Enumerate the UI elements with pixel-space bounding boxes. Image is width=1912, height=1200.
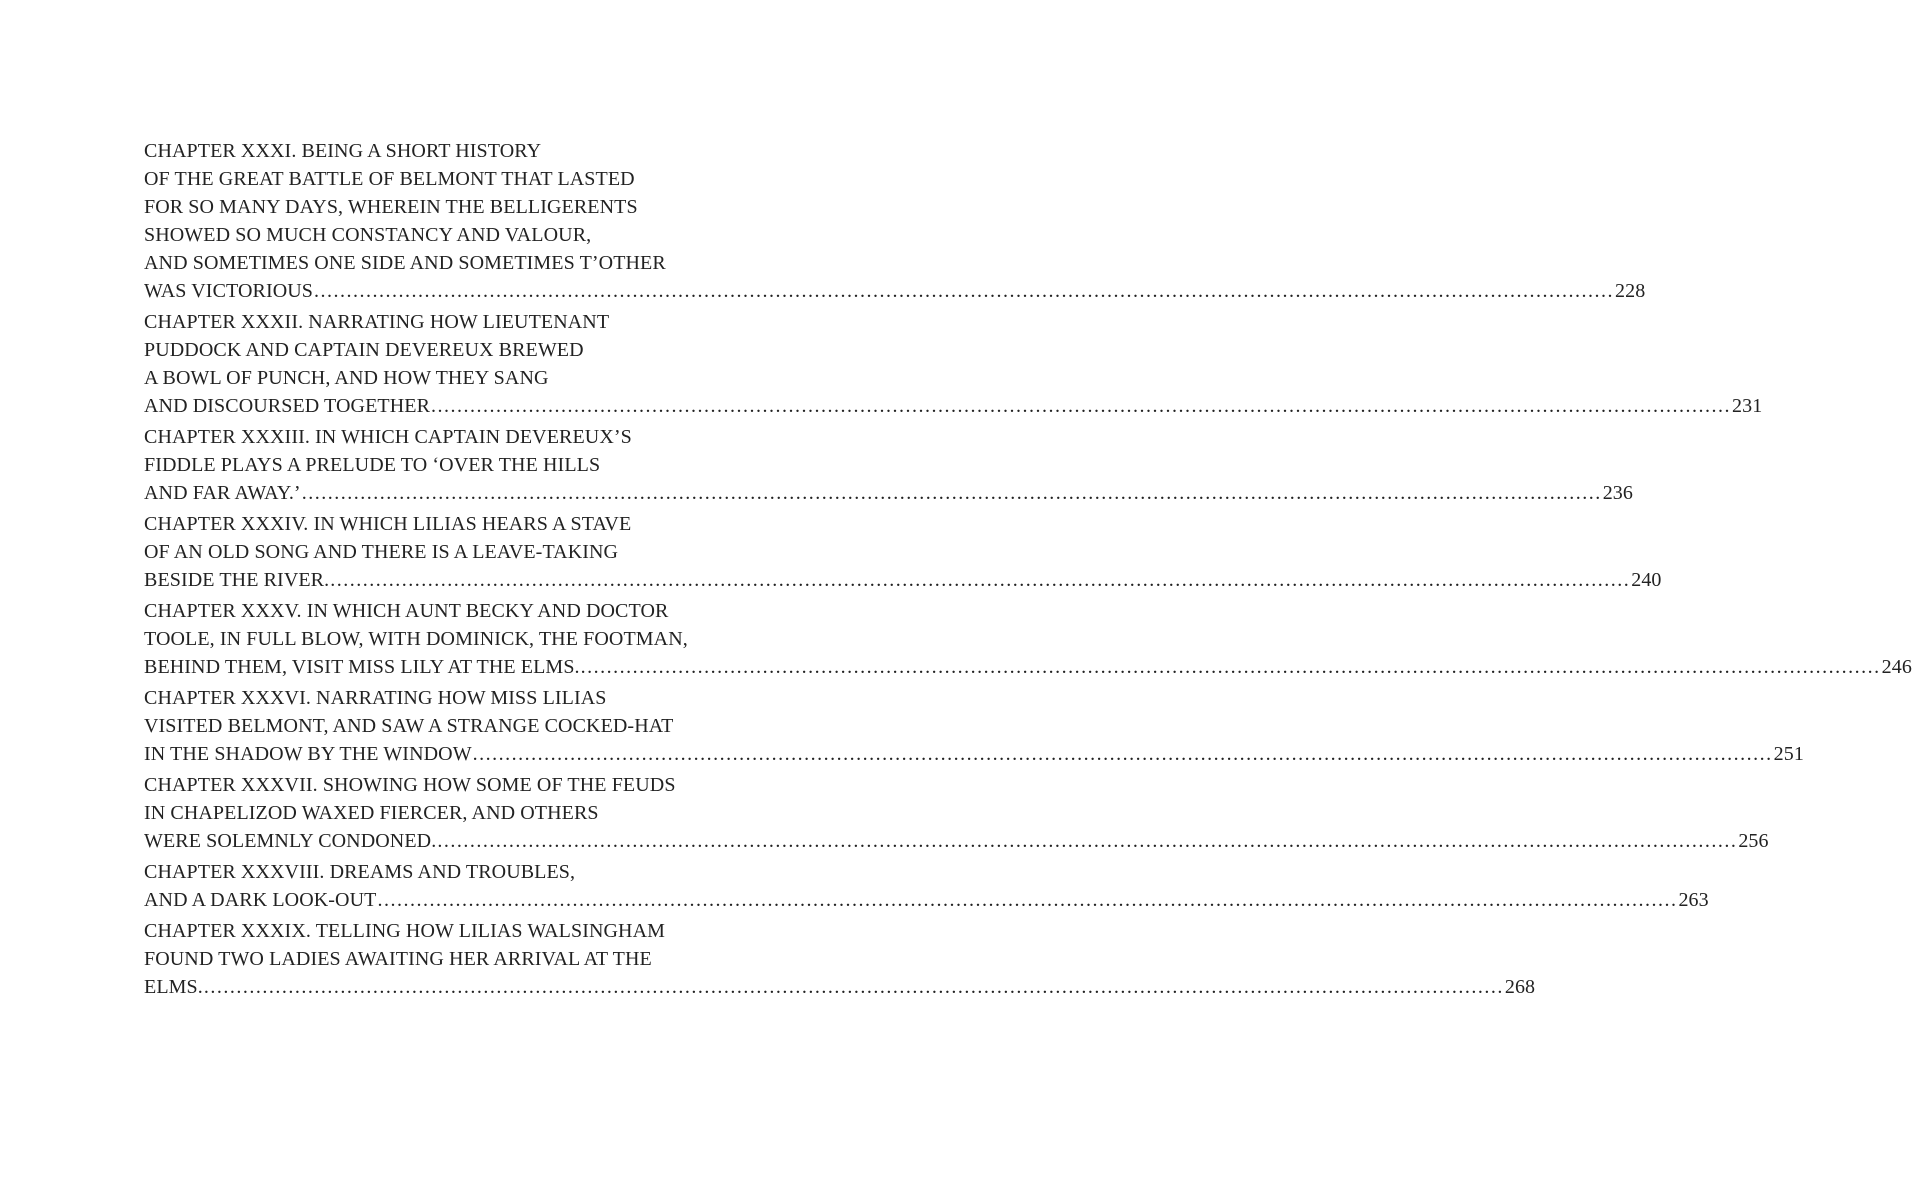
toc-entry-title-line: CHAPTER XXXIX. TELLING HOW LILIAS WALSINGHAM: [144, 920, 666, 942]
toc-entry-title-line: ELMS.: [144, 976, 203, 998]
toc-entry-title-line: FOUND TWO LADIES AWAITING HER ARRIVAL AT THE: [144, 948, 652, 970]
toc-entry-title-line: WAS VICTORIOUS: [144, 280, 314, 302]
dot-leader: ........................................................................................................................................................................................................: [472, 743, 1773, 765]
toc-entry[interactable]: [144, 684, 1804, 768]
toc-entry[interactable]: [144, 858, 1709, 914]
toc-entry-title-line: AND SOMETIMES ONE SIDE AND SOMETIMES T’OTHER: [144, 252, 666, 274]
dot-leader: ........................................................................................................................................................................................................: [301, 482, 1602, 504]
toc-entry-title-line: FIDDLE PLAYS A PRELUDE TO ‘OVER THE HILLS: [144, 454, 601, 476]
toc-entry-title-line: CHAPTER XXXVI. NARRATING HOW MISS LILIAS: [144, 687, 607, 709]
dot-leader: ........................................................................................................................................................................................................: [330, 569, 1631, 591]
toc-entry-final-line: [144, 973, 1536, 1001]
toc-entry-title-line: WERE SOLEMNLY CONDONED.: [144, 830, 437, 852]
page-number: 263: [1678, 889, 1709, 911]
toc-entry-title-line: IN THE SHADOW BY THE WINDOW: [144, 743, 472, 765]
toc-entry-final-line: [144, 740, 1804, 768]
dot-leader: ........................................................................................................................................................................................................: [580, 656, 1881, 678]
toc-entry[interactable]: [144, 597, 1912, 681]
toc-entry-title-line: AND A DARK LOOK-OUT: [144, 889, 377, 911]
toc-entry-final-line: [144, 479, 1633, 507]
page-number: 228: [1615, 280, 1646, 302]
toc-entry-final-line: [144, 566, 1662, 594]
toc-entry-title-line: CHAPTER XXXIII. IN WHICH CAPTAIN DEVEREUX’S: [144, 426, 632, 448]
toc-entry-title-line: SHOWED SO MUCH CONSTANCY AND VALOUR,: [144, 224, 592, 246]
page-number: 240: [1631, 569, 1662, 591]
toc-entry-final-line: [144, 392, 1763, 420]
page-number: 231: [1732, 395, 1763, 417]
toc-entry[interactable]: [144, 423, 1633, 507]
page-number: 251: [1773, 743, 1804, 765]
toc-entry-title-line: CHAPTER XXXIV. IN WHICH LILIAS HEARS A STAVE: [144, 513, 632, 535]
toc-entry-title-line: OF THE GREAT BATTLE OF BELMONT THAT LASTED: [144, 168, 635, 190]
dot-leader: ........................................................................................................................................................................................................: [377, 889, 1678, 911]
toc-entry[interactable]: [144, 308, 1763, 420]
toc-entry[interactable]: [144, 510, 1662, 594]
toc-entry[interactable]: [144, 917, 1536, 1001]
toc-entry-title-line: VISITED BELMONT, AND SAW A STRANGE COCKED-HAT: [144, 715, 674, 737]
toc-entry-title-line: CHAPTER XXXVII. SHOWING HOW SOME OF THE FEUDS: [144, 774, 676, 796]
dot-leader: ........................................................................................................................................................................................................: [437, 830, 1738, 852]
dot-leader: ........................................................................................................................................................................................................: [203, 976, 1504, 998]
page-number: 246: [1881, 656, 1912, 678]
toc-entry-final-line: [144, 653, 1912, 681]
toc-entry-final-line: [144, 886, 1709, 914]
toc-entry-final-line: [144, 277, 1646, 305]
toc-entry-title-line: CHAPTER XXXI. BEING A SHORT HISTORY: [144, 140, 542, 162]
page-number: 256: [1738, 830, 1769, 852]
toc-entry-title-line: AND FAR AWAY.’: [144, 482, 301, 504]
toc-entry-title-line: A BOWL OF PUNCH, AND HOW THEY SANG: [144, 367, 549, 389]
toc-entry-final-line: [144, 827, 1769, 855]
toc-entry-title-line: CHAPTER XXXV. IN WHICH AUNT BECKY AND DOCTOR: [144, 600, 669, 622]
toc-entry-title-line: CHAPTER XXXVIII. DREAMS AND TROUBLES,: [144, 861, 576, 883]
page-number: 268: [1504, 976, 1536, 998]
toc-entry-title-line: FOR SO MANY DAYS, WHEREIN THE BELLIGERENTS: [144, 196, 638, 218]
toc-entry-title-line: IN CHAPELIZOD WAXED FIERCER, AND OTHERS: [144, 802, 599, 824]
toc-entry-title-line: TOOLE, IN FULL BLOW, WITH DOMINICK, THE FOOTMAN,: [144, 628, 688, 650]
toc-entry-title-line: AND DISCOURSED TOGETHER: [144, 395, 431, 417]
toc-entry-title-line: PUDDOCK AND CAPTAIN DEVEREUX BREWED: [144, 339, 584, 361]
dot-leader: ........................................................................................................................................................................................................: [314, 280, 1615, 302]
table-of-contents: [144, 137, 1912, 1004]
page-number: 236: [1602, 482, 1633, 504]
toc-entry[interactable]: [144, 137, 1646, 305]
toc-entry-title-line: OF AN OLD SONG AND THERE IS A LEAVE-TAKING: [144, 541, 619, 563]
toc-entry-title-line: CHAPTER XXXII. NARRATING HOW LIEUTENANT: [144, 311, 610, 333]
toc-entry[interactable]: [144, 771, 1769, 855]
dot-leader: ........................................................................................................................................................................................................: [431, 395, 1732, 417]
toc-entry-title-line: BEHIND THEM, VISIT MISS LILY AT THE ELMS.: [144, 656, 580, 678]
toc-entry-title-line: BESIDE THE RIVER.: [144, 569, 330, 591]
